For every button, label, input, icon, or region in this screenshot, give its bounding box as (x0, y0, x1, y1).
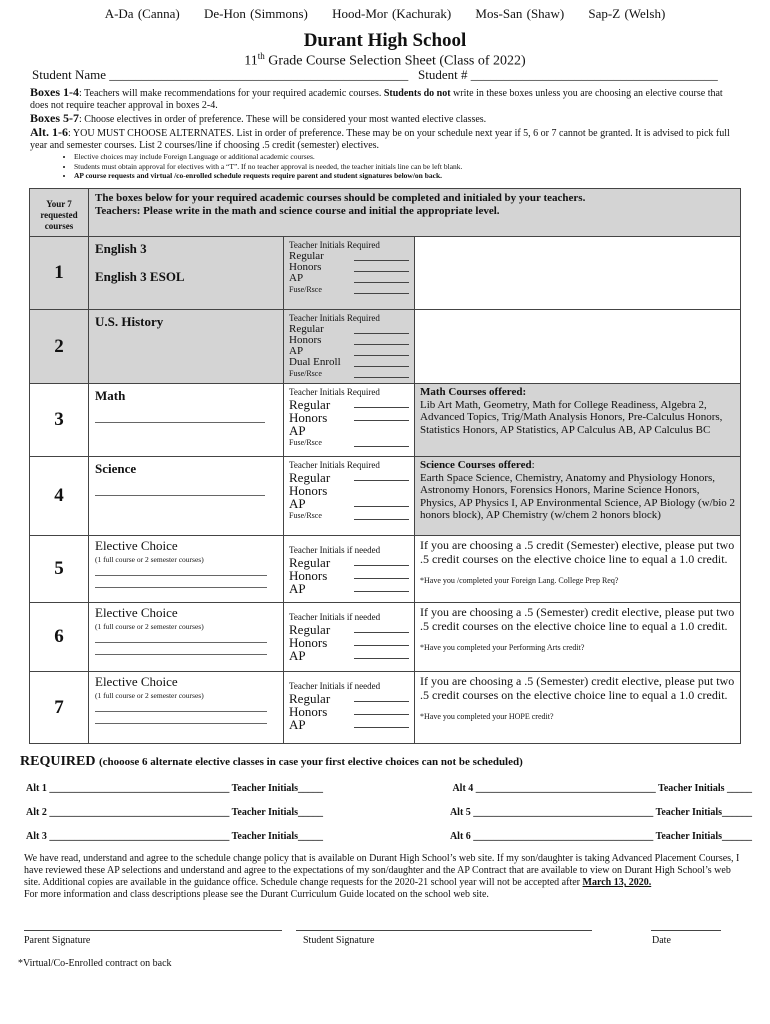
level-honors[interactable] (289, 335, 409, 346)
level-ap[interactable] (289, 718, 409, 731)
course-english-3-esol: English 3 ESOL (95, 269, 185, 284)
level-ap[interactable] (289, 273, 409, 284)
elective-info-text: If you are choosing a .5 (Semester) credit elective, please put two .5 credit courses on the elective choice line to equal a 1.0 credit. (420, 605, 735, 633)
level-ap[interactable] (289, 497, 409, 510)
course-science (89, 457, 284, 536)
row-number-6: 6 (30, 603, 89, 672)
initial-blank[interactable] (354, 357, 409, 367)
student-name-number-field[interactable]: Student Name ______________________________________________ Student # ______________________________________ (32, 67, 718, 82)
level-label: Regular (289, 691, 331, 706)
course-us-history-label: U.S. History (95, 314, 164, 329)
footer-note: *Virtual/Co-Enrolled contract on back (18, 958, 172, 969)
elective-label: Elective Choice (95, 605, 178, 620)
elective-note: *Have you completed your HOPE credit? (420, 712, 554, 721)
header-instructions (89, 189, 741, 237)
level-label: Honors (289, 704, 328, 719)
level-label: AP (289, 496, 306, 511)
level-label: Regular (289, 622, 331, 637)
science-courses-offered: Science Courses offered: Earth Space Science, Chemistry, Anatomy and Physiology Honors, Astronomy Honors, Forensics Honors, Marine Science Honors, Physics, AP Physics I, AP Environmental Science, AP Biology (w/bio 2 honors block), AP Chemistry (w/chem 2 honors block) (415, 457, 741, 536)
agreement-text-2: For more information and class descriptions please see the Durant Curriculum Guide located on the school web site. (24, 889, 489, 900)
math-course-line[interactable] (95, 410, 265, 423)
teacher-initials-if-needed: Teacher Initials if needed (289, 545, 381, 555)
level-label: Dual Enroll (289, 356, 341, 368)
required-title: REQUIRED (20, 754, 96, 769)
elective-sub: (1 full course or 2 semester courses) (95, 555, 204, 564)
row-number-5: 5 (30, 536, 89, 603)
elective-info-7 (415, 672, 741, 744)
elective-label: Elective Choice (95, 538, 178, 553)
initials-math (284, 384, 415, 457)
teacher-initials-if-needed: Teacher Initials if needed (289, 681, 381, 691)
level-fuse[interactable] (289, 437, 409, 448)
row-number-2: 2 (30, 310, 89, 384)
level-label: Regular (289, 470, 331, 485)
level-ap[interactable] (289, 582, 409, 595)
initial-blank[interactable] (354, 705, 409, 715)
instructions-boxes-1-4 (30, 86, 742, 112)
level-label: Regular (289, 555, 331, 570)
math-offered-list: Lib Art Math, Geometry, Math for College Readiness, Algebra 2, Advanced Topics, Trig/Math Analysis Honors, Pre-Calculus Honors, Statistics Honors, AP Statistics, AP Calculus AB, AP Calculus BC (420, 398, 723, 436)
level-label: Fuse/Rsce (289, 285, 322, 294)
math-courses-offered (415, 384, 741, 457)
initial-blank[interactable] (354, 497, 409, 507)
elective-choice-7 (89, 672, 284, 744)
elective-note: *Have you completed your Performing Arts credit? (420, 643, 585, 652)
course-english (89, 237, 284, 310)
agreement-paragraph (24, 853, 744, 901)
initial-blank[interactable] (354, 471, 409, 481)
boxes-1-4-bold: Students do not (383, 88, 451, 99)
initials-elective-7 (284, 672, 415, 744)
alt-text: : YOU MUST CHOOSE ALTERNATES. List in order of preference. These may be on your schedule next year if 5, 6 or 7 cannot be granted. It is advised to pick full year and semester courses. List 2 courses/line if choosing .5 credit (semester) electives. (30, 128, 730, 151)
initials-history (284, 310, 415, 384)
initial-blank[interactable] (354, 368, 409, 378)
teacher-initials-required: Teacher Initials Required (289, 387, 380, 397)
initial-blank[interactable] (354, 335, 409, 345)
level-honors[interactable] (289, 484, 409, 497)
elective-info-text: If you are choosing a .5 (Semester) credit elective, please put two .5 credit courses on the elective choice line to equal a 1.0 credit. (420, 674, 735, 702)
teacher-initials-required: Teacher Initials Required (289, 313, 380, 323)
elective-line-2[interactable] (95, 643, 267, 655)
initial-blank[interactable] (354, 623, 409, 633)
level-dual-enroll[interactable] (289, 357, 409, 368)
student-signature-line[interactable] (296, 929, 592, 931)
initial-blank[interactable] (354, 262, 409, 272)
date-line[interactable] (651, 929, 721, 931)
teacher-initials-required: Teacher Initials Required (289, 240, 380, 250)
boxes-1-4-text2: write in these boxes unless you are choosing an elective course that does not require teacher approval in boxes 2-4. (30, 88, 723, 111)
elective-line-1[interactable] (95, 631, 267, 643)
level-label: Honors (289, 635, 328, 650)
counselor-5: Sap-Z (Welsh) (588, 6, 666, 21)
instruction-bullets (62, 152, 462, 181)
math-offered-title: Math Courses offered: (420, 386, 527, 398)
alt-row-1 (26, 783, 752, 794)
initial-blank[interactable] (354, 556, 409, 566)
level-fuse[interactable] (289, 368, 409, 379)
initial-blank[interactable] (354, 569, 409, 579)
counselor-3: Hood-Mor (Kachurak) (332, 6, 452, 21)
science-offered-list: Earth Space Science, Chemistry, Anatomy and Physiology Honors, Astronomy Honors, Forensics Honors, Marine Science Honors, Physics, AP Physics I, AP Environmental Science, AP Biology (w/bio 2 honors block), AP Chemistry (w/chem 2 honors block) (420, 471, 736, 521)
alt-2-field[interactable]: Alt 2 ____________________________________ Teacher Initials_____ (26, 807, 324, 818)
alt-1-field[interactable]: Alt 1 ____________________________________ Teacher Initials_____ (26, 783, 324, 794)
initials-english (284, 237, 415, 310)
parent-signature-line[interactable] (24, 929, 282, 931)
info-history (415, 310, 741, 384)
level-honors[interactable] (289, 636, 409, 649)
level-label: Fuse/Rsce (289, 511, 322, 520)
agreement-deadline: March 13, 2020. (582, 877, 652, 888)
level-honors[interactable] (289, 569, 409, 582)
elective-info-6 (415, 603, 741, 672)
alt-row-3 (26, 831, 752, 842)
alt-row-2 (26, 807, 752, 818)
level-ap[interactable] (289, 424, 409, 437)
level-label: AP (289, 581, 306, 596)
elective-sub: (1 full course or 2 semester courses) (95, 691, 204, 700)
course-math (89, 384, 284, 457)
initial-blank[interactable] (354, 324, 409, 334)
bullet-1: • Elective choices may include Foreign Language or additional academic courses. (74, 152, 462, 162)
row-number-1: 1 (30, 237, 89, 310)
course-english-3: English 3 (95, 241, 147, 256)
parent-signature-label: Parent Signature (24, 935, 91, 946)
elective-line-2[interactable] (95, 576, 267, 588)
agreement-text: We have read, understand and agree to the schedule change policy that is available on Durant High School’s web site. If my son/daughter is taking Advanced Placement Courses, I have reviewed these AP selections and understand and agree to the expectations of my son/daughter and the AP Contract that are available to view on Durant High School’s web site. Additional copies are available in the guidance office. Schedule change requests for the 2020-21 school year will not be accepted after (24, 853, 740, 888)
alt-4-field[interactable]: Alt 4 ____________________________________ Teacher Initials _____ (452, 783, 752, 794)
science-course-line[interactable] (95, 483, 265, 496)
teacher-initials-if-needed: Teacher Initials if needed (289, 612, 381, 622)
counselor-4: Mos-San (Shaw) (475, 6, 565, 21)
instructions-alternates (30, 126, 742, 152)
boxes-1-4-text: : Teachers will make recommendations for your required academic courses. (79, 88, 382, 99)
level-label: Fuse/Rsce (289, 369, 322, 378)
subtitle-rest: Grade Course Selection Sheet (Class of 2022) (264, 53, 526, 69)
science-offered-title: Science Courses offered (420, 459, 532, 471)
level-label: Honors (289, 483, 328, 498)
subtitle-grade: 11 (244, 53, 258, 69)
initial-blank[interactable] (354, 251, 409, 261)
level-label: AP (289, 272, 304, 284)
boxes-5-7-text: : Choose electives in order of preference. These will be considered your most wanted elective classes. (79, 114, 487, 125)
header-instr-1: The boxes below for your required academic courses should be completed and initialed by your teachers. (95, 192, 586, 204)
initial-blank[interactable] (354, 692, 409, 702)
level-honors[interactable] (289, 262, 409, 273)
bullet-3: • AP course requests and virtual /co-enrolled schedule requests require parent and student signatures below/on back. (74, 171, 462, 181)
alt-3-field[interactable]: Alt 3 ____________________________________ Teacher Initials_____ (26, 831, 324, 842)
initial-blank[interactable] (354, 718, 409, 728)
level-label: Regular (289, 250, 324, 262)
initial-blank[interactable] (354, 510, 409, 520)
level-label: Honors (289, 334, 322, 346)
course-science-label: Science (95, 461, 137, 476)
student-signature-label: Student Signature (303, 935, 375, 946)
initial-blank[interactable] (354, 437, 409, 447)
elective-line-2[interactable] (95, 712, 267, 724)
initials-science (284, 457, 415, 536)
elective-line-1[interactable] (95, 564, 267, 576)
level-label: Honors (289, 568, 328, 583)
subtitle-sup: th (257, 51, 265, 61)
alt-6-field[interactable]: Alt 6 ____________________________________ Teacher Initials______ (449, 831, 752, 842)
required-alternates-heading (20, 754, 523, 770)
row-number-3: 3 (30, 384, 89, 457)
page-title: Durant High School (303, 30, 467, 51)
elective-info-5 (415, 536, 741, 603)
initial-blank[interactable] (354, 411, 409, 421)
alt-5-field[interactable]: Alt 5 ____________________________________ Teacher Initials______ (449, 807, 752, 818)
required-subtitle: (chooose 6 alternate elective classes in case your first elective choices can not be scheduled) (98, 756, 523, 768)
initial-blank[interactable] (354, 273, 409, 283)
teacher-initials-required: Teacher Initials Required (289, 460, 380, 470)
level-ap[interactable] (289, 649, 409, 662)
elective-line-1[interactable] (95, 700, 267, 712)
header-instr-2: Teachers: Please write in the math and science course and initial the appropriate level. (95, 205, 500, 217)
initials-elective-6 (284, 603, 415, 672)
level-label: Honors (289, 261, 322, 273)
level-honors[interactable] (289, 411, 409, 424)
level-label: AP (289, 345, 304, 357)
initial-blank[interactable] (354, 649, 409, 659)
course-table (29, 188, 741, 744)
elective-choice-6 (89, 603, 284, 672)
level-fuse[interactable] (289, 284, 409, 295)
elective-note: *Have you /completed your Foreign Lang. College Prep Req? (420, 576, 619, 585)
level-label: Regular (289, 397, 331, 412)
level-fuse[interactable] (289, 510, 409, 521)
initial-blank[interactable] (354, 636, 409, 646)
course-us-history (89, 310, 284, 384)
elective-label: Elective Choice (95, 674, 178, 689)
initials-elective-5 (284, 536, 415, 603)
elective-sub: (1 full course or 2 semester courses) (95, 622, 204, 631)
course-math-label: Math (95, 388, 126, 403)
date-label: Date (652, 935, 671, 946)
header-requested-courses: Your 7 requested courses (30, 189, 89, 237)
row-number-4: 4 (30, 457, 89, 536)
level-label: AP (289, 423, 306, 438)
counselor-list (0, 6, 770, 22)
level-label: Regular (289, 323, 324, 335)
initial-blank[interactable] (354, 284, 409, 294)
initial-blank[interactable] (354, 398, 409, 408)
bullet-2: • Students must obtain approval for electives with a “T”. If no teacher approval is needed, the teacher initials line can be left blank. (74, 162, 462, 172)
level-label: AP (289, 717, 306, 732)
row-number-7: 7 (30, 672, 89, 744)
level-label: AP (289, 648, 306, 663)
elective-info-text: If you are choosing a .5 credit (Semester) elective, please put two .5 credit courses on the elective choice line to equal a 1.0 credit. (420, 538, 735, 566)
info-english (415, 237, 741, 310)
elective-choice-5 (89, 536, 284, 603)
initial-blank[interactable] (354, 346, 409, 356)
counselor-2: De-Hon (Simmons) (203, 6, 308, 21)
boxes-5-7-label: Boxes 5-7 (30, 111, 79, 125)
level-honors[interactable] (289, 705, 409, 718)
initial-blank[interactable] (354, 582, 409, 592)
level-label: Honors (289, 410, 328, 425)
boxes-1-4-label: Boxes 1-4 (30, 85, 79, 99)
counselor-1: A-Da (Canna) (104, 6, 180, 21)
instructions-boxes-5-7 (30, 112, 742, 126)
alt-label: Alt. 1-6 (30, 125, 68, 139)
level-label: Fuse/Rsce (289, 438, 322, 447)
